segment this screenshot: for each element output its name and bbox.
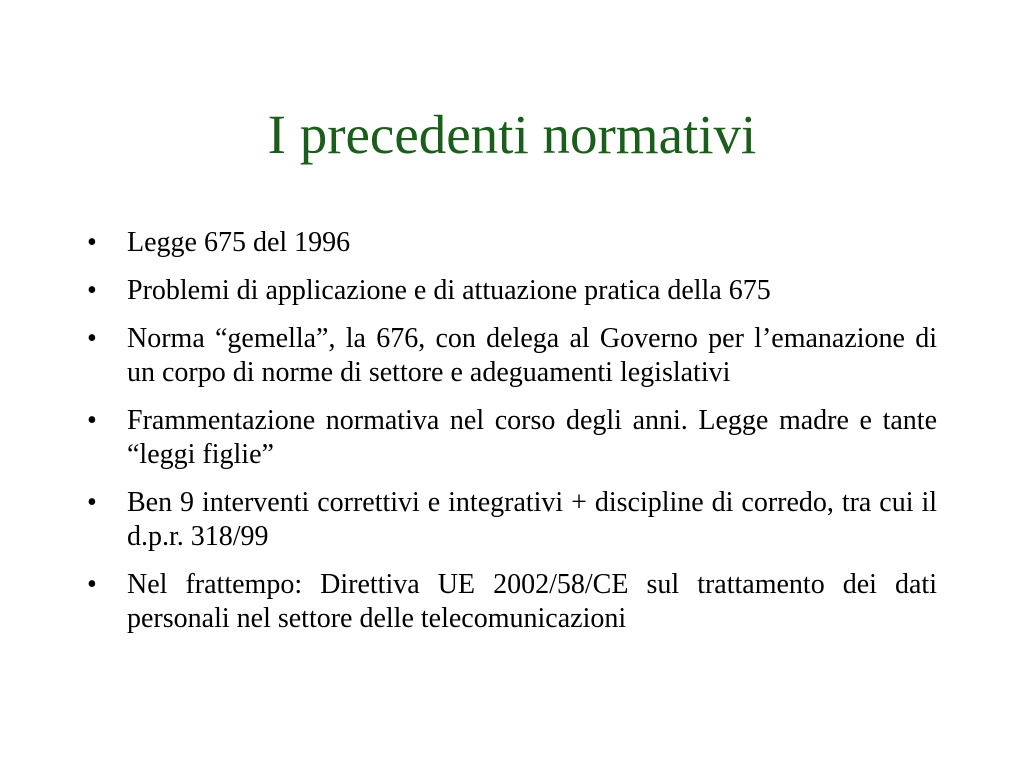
bullet-item (87, 404, 937, 472)
bullet-icon: • (87, 275, 97, 306)
bullet-icon: • (87, 405, 97, 436)
bullet-item (87, 274, 937, 308)
bullet-item (87, 486, 937, 554)
bullet-icon: • (87, 487, 97, 518)
bullet-text: Nel frattempo: Direttiva UE 2002/58/CE sul trattamento dei dati personali nel settore delle telecomunicazioni (127, 569, 937, 634)
bullet-list (87, 226, 937, 636)
bullet-text: Norma “gemella”, la 676, con delega al Governo per l’emanazione di un corpo di norme di settore e adeguamenti legislativi (127, 323, 937, 388)
slide-title: I precedenti normativi (267, 104, 757, 165)
bullet-item (87, 568, 937, 636)
bullet-text: Frammentazione normativa nel corso degli anni. Legge madre e tante “leggi figlie” (127, 405, 937, 470)
bullet-icon: • (87, 569, 97, 600)
bullet-text: Problemi di applicazione e di attuazione pratica della 675 (127, 275, 771, 306)
bullet-item (87, 226, 937, 260)
bullet-icon: • (87, 227, 97, 258)
bullet-text: Ben 9 interventi correttivi e integrativi + discipline di corredo, tra cui il d.p.r. 318/99 (127, 487, 937, 552)
bullet-icon: • (87, 323, 97, 354)
bullet-item (87, 322, 937, 390)
bullet-text: Legge 675 del 1996 (127, 227, 351, 258)
